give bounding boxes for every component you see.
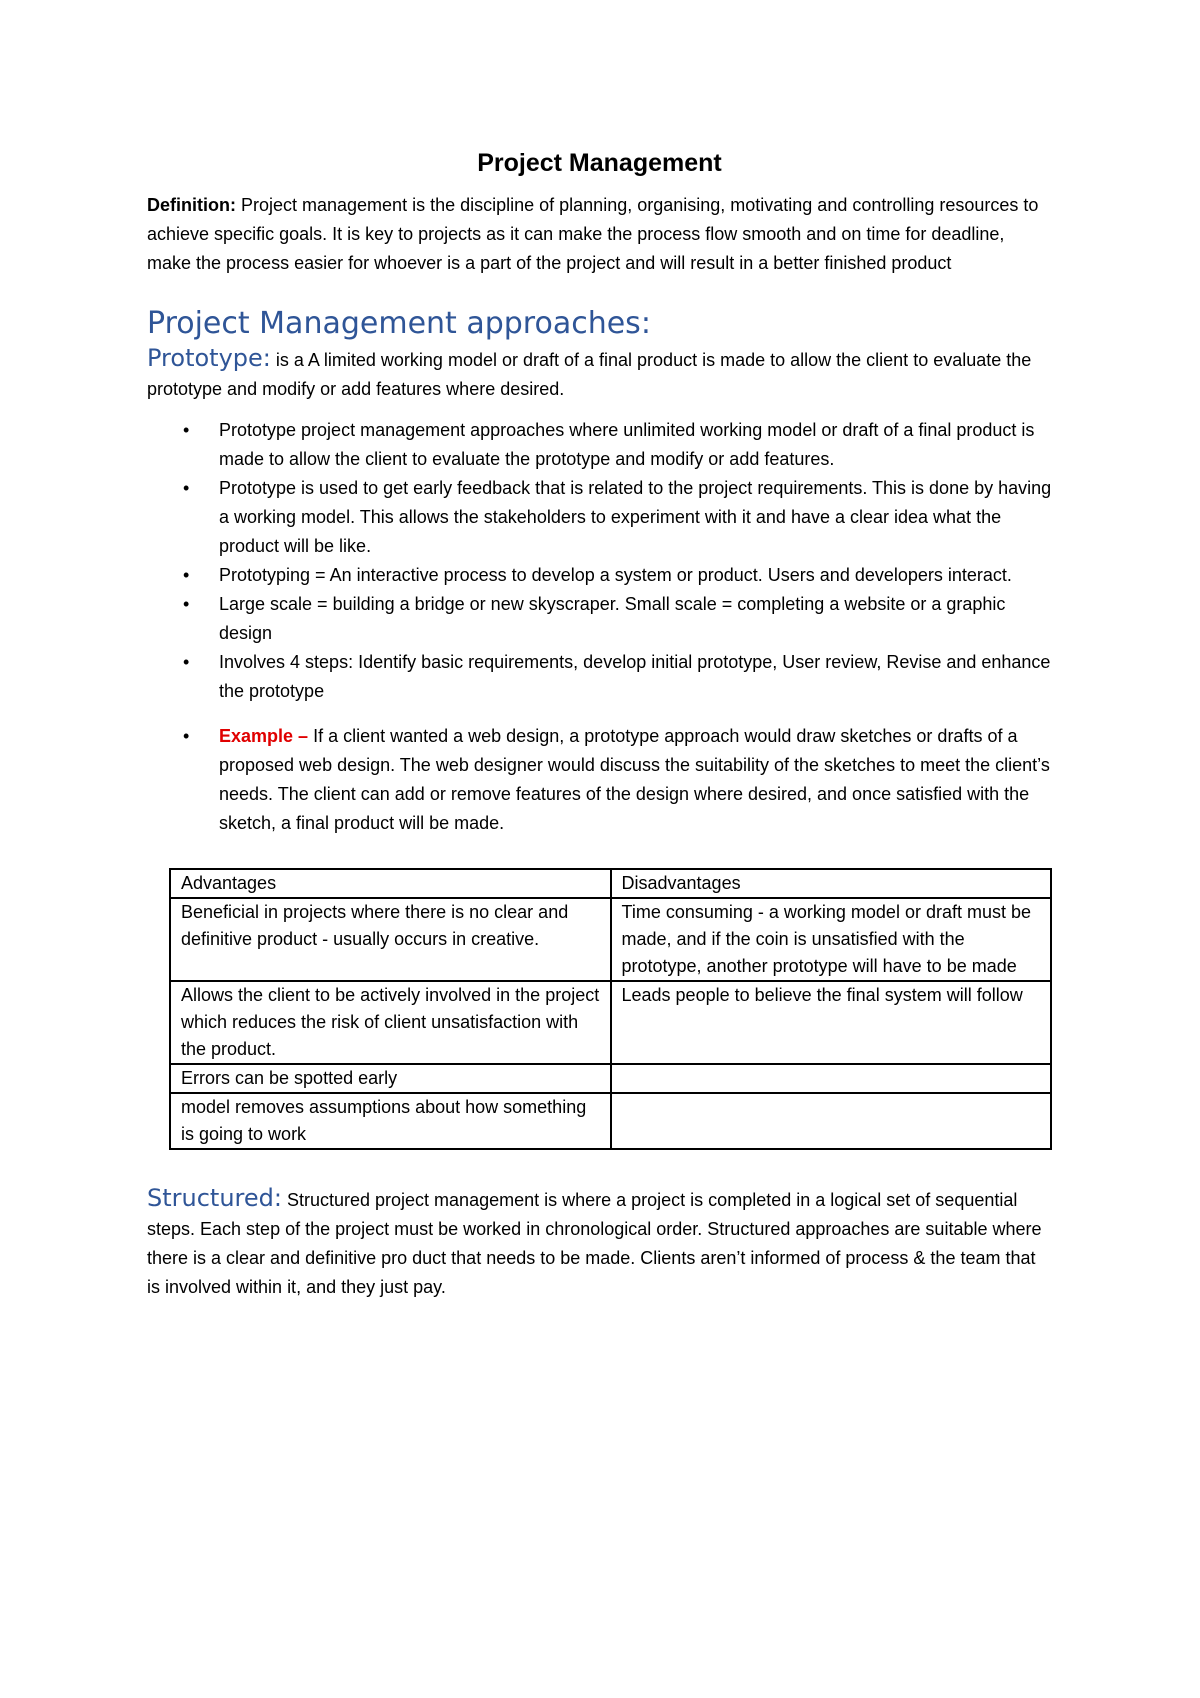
table-row: [170, 1064, 1051, 1093]
structured-heading: Structured: [147, 1184, 274, 1212]
table-row: [170, 981, 1051, 1064]
example-label: Example –: [219, 726, 314, 746]
structured-text: Structured project management is where a project is completed in a logical set of sequential steps. Each step of the project must be worked in chronological order. Structured approaches are suitable where there is a clear and definitive pro duct that needs to be made. Clients aren’t informed of process & the team that is involved within it, and they just pay.: [147, 1190, 1042, 1297]
table-cell: Beneficial in projects where there is no clear and definitive product - usually occurs in creative.: [170, 898, 611, 981]
list-item: [147, 648, 1052, 706]
table-cell: Errors can be spotted early: [170, 1064, 611, 1093]
structured-paragraph: [147, 1184, 1052, 1302]
definition-label: Definition:: [147, 195, 236, 215]
bullet-icon: •: [183, 478, 190, 498]
list-item-text: Involves 4 steps: Identify basic requirements, develop initial prototype, User review, Revise and enhance the prototype: [219, 652, 1051, 701]
prototype-paragraph: [147, 344, 1052, 404]
approaches-heading: Project Management approaches:: [147, 306, 651, 341]
list-item-text: Prototype is used to get early feedback that is related to the project requirements. This is done by having a working model. This allows the stakeholders to experiment with it and have a clear idea what the product will be like.: [219, 478, 1052, 556]
example-text: If a client wanted a web design, a prototype approach would draw sketches or drafts of a proposed web design. The web designer would discuss the suitability of the sketches to meet the client’s needs. The client can add or remove features of the design where desired, and once satisfied with the sketch, a final product will be made.: [219, 726, 1050, 833]
table-row: [170, 898, 1051, 981]
table-cell: Leads people to believe the final system will follow: [611, 981, 1052, 1064]
list-item: [147, 474, 1052, 561]
bullet-icon: •: [183, 420, 190, 440]
table-row: [170, 1093, 1051, 1149]
example-list-item: [147, 722, 1052, 838]
structured-colon: :: [273, 1184, 282, 1212]
table-cell: Allows the client to be actively involved in the project which reduces the risk of client unsatisfaction with the product.: [170, 981, 611, 1064]
advantages-disadvantages-table: [169, 868, 1052, 1150]
table-cell: [611, 1093, 1052, 1149]
table-header-advantages: Advantages: [170, 869, 611, 898]
list-item: [147, 561, 1052, 590]
table-cell: model removes assumptions about how something is going to work: [170, 1093, 611, 1149]
list-item-text: Large scale = building a bridge or new skyscraper. Small scale = completing a website or a graphic design: [219, 594, 1006, 643]
prototype-text: is a A limited working model or draft of a final product is made to allow the client to evaluate the prototype and modify or add features where desired.: [147, 350, 1032, 399]
bullet-icon: •: [183, 652, 190, 672]
table-cell: [611, 1064, 1052, 1093]
table-header-disadvantages: Disadvantages: [611, 869, 1052, 898]
definition-paragraph: [147, 191, 1052, 278]
bullet-icon: •: [183, 565, 190, 585]
document-page: [147, 145, 1052, 1302]
prototype-bullet-list: [147, 416, 1052, 838]
list-item-text: Prototyping = An interactive process to develop a system or product. Users and developers interact.: [219, 565, 1012, 585]
document-title: Project Management: [477, 149, 722, 177]
bullet-icon: •: [183, 726, 190, 746]
prototype-heading: Prototype:: [147, 344, 271, 372]
list-item: [147, 590, 1052, 648]
table-cell: Time consuming - a working model or draft must be made, and if the coin is unsatisfied with the prototype, another prototype will have to be made: [611, 898, 1052, 981]
list-item: [147, 416, 1052, 474]
definition-text: Project management is the discipline of planning, organising, motivating and controlling resources to achieve specific goals. It is key to projects as it can make the process flow smooth and on time for deadline, make the process easier for whoever is a part of the project and will result in a better finished product: [147, 195, 1039, 273]
bullet-icon: •: [183, 594, 190, 614]
list-item-text: Prototype project management approaches where unlimited working model or draft of a final product is made to allow the client to evaluate the prototype and modify or add features.: [219, 420, 1035, 469]
table-header-row: [170, 869, 1051, 898]
